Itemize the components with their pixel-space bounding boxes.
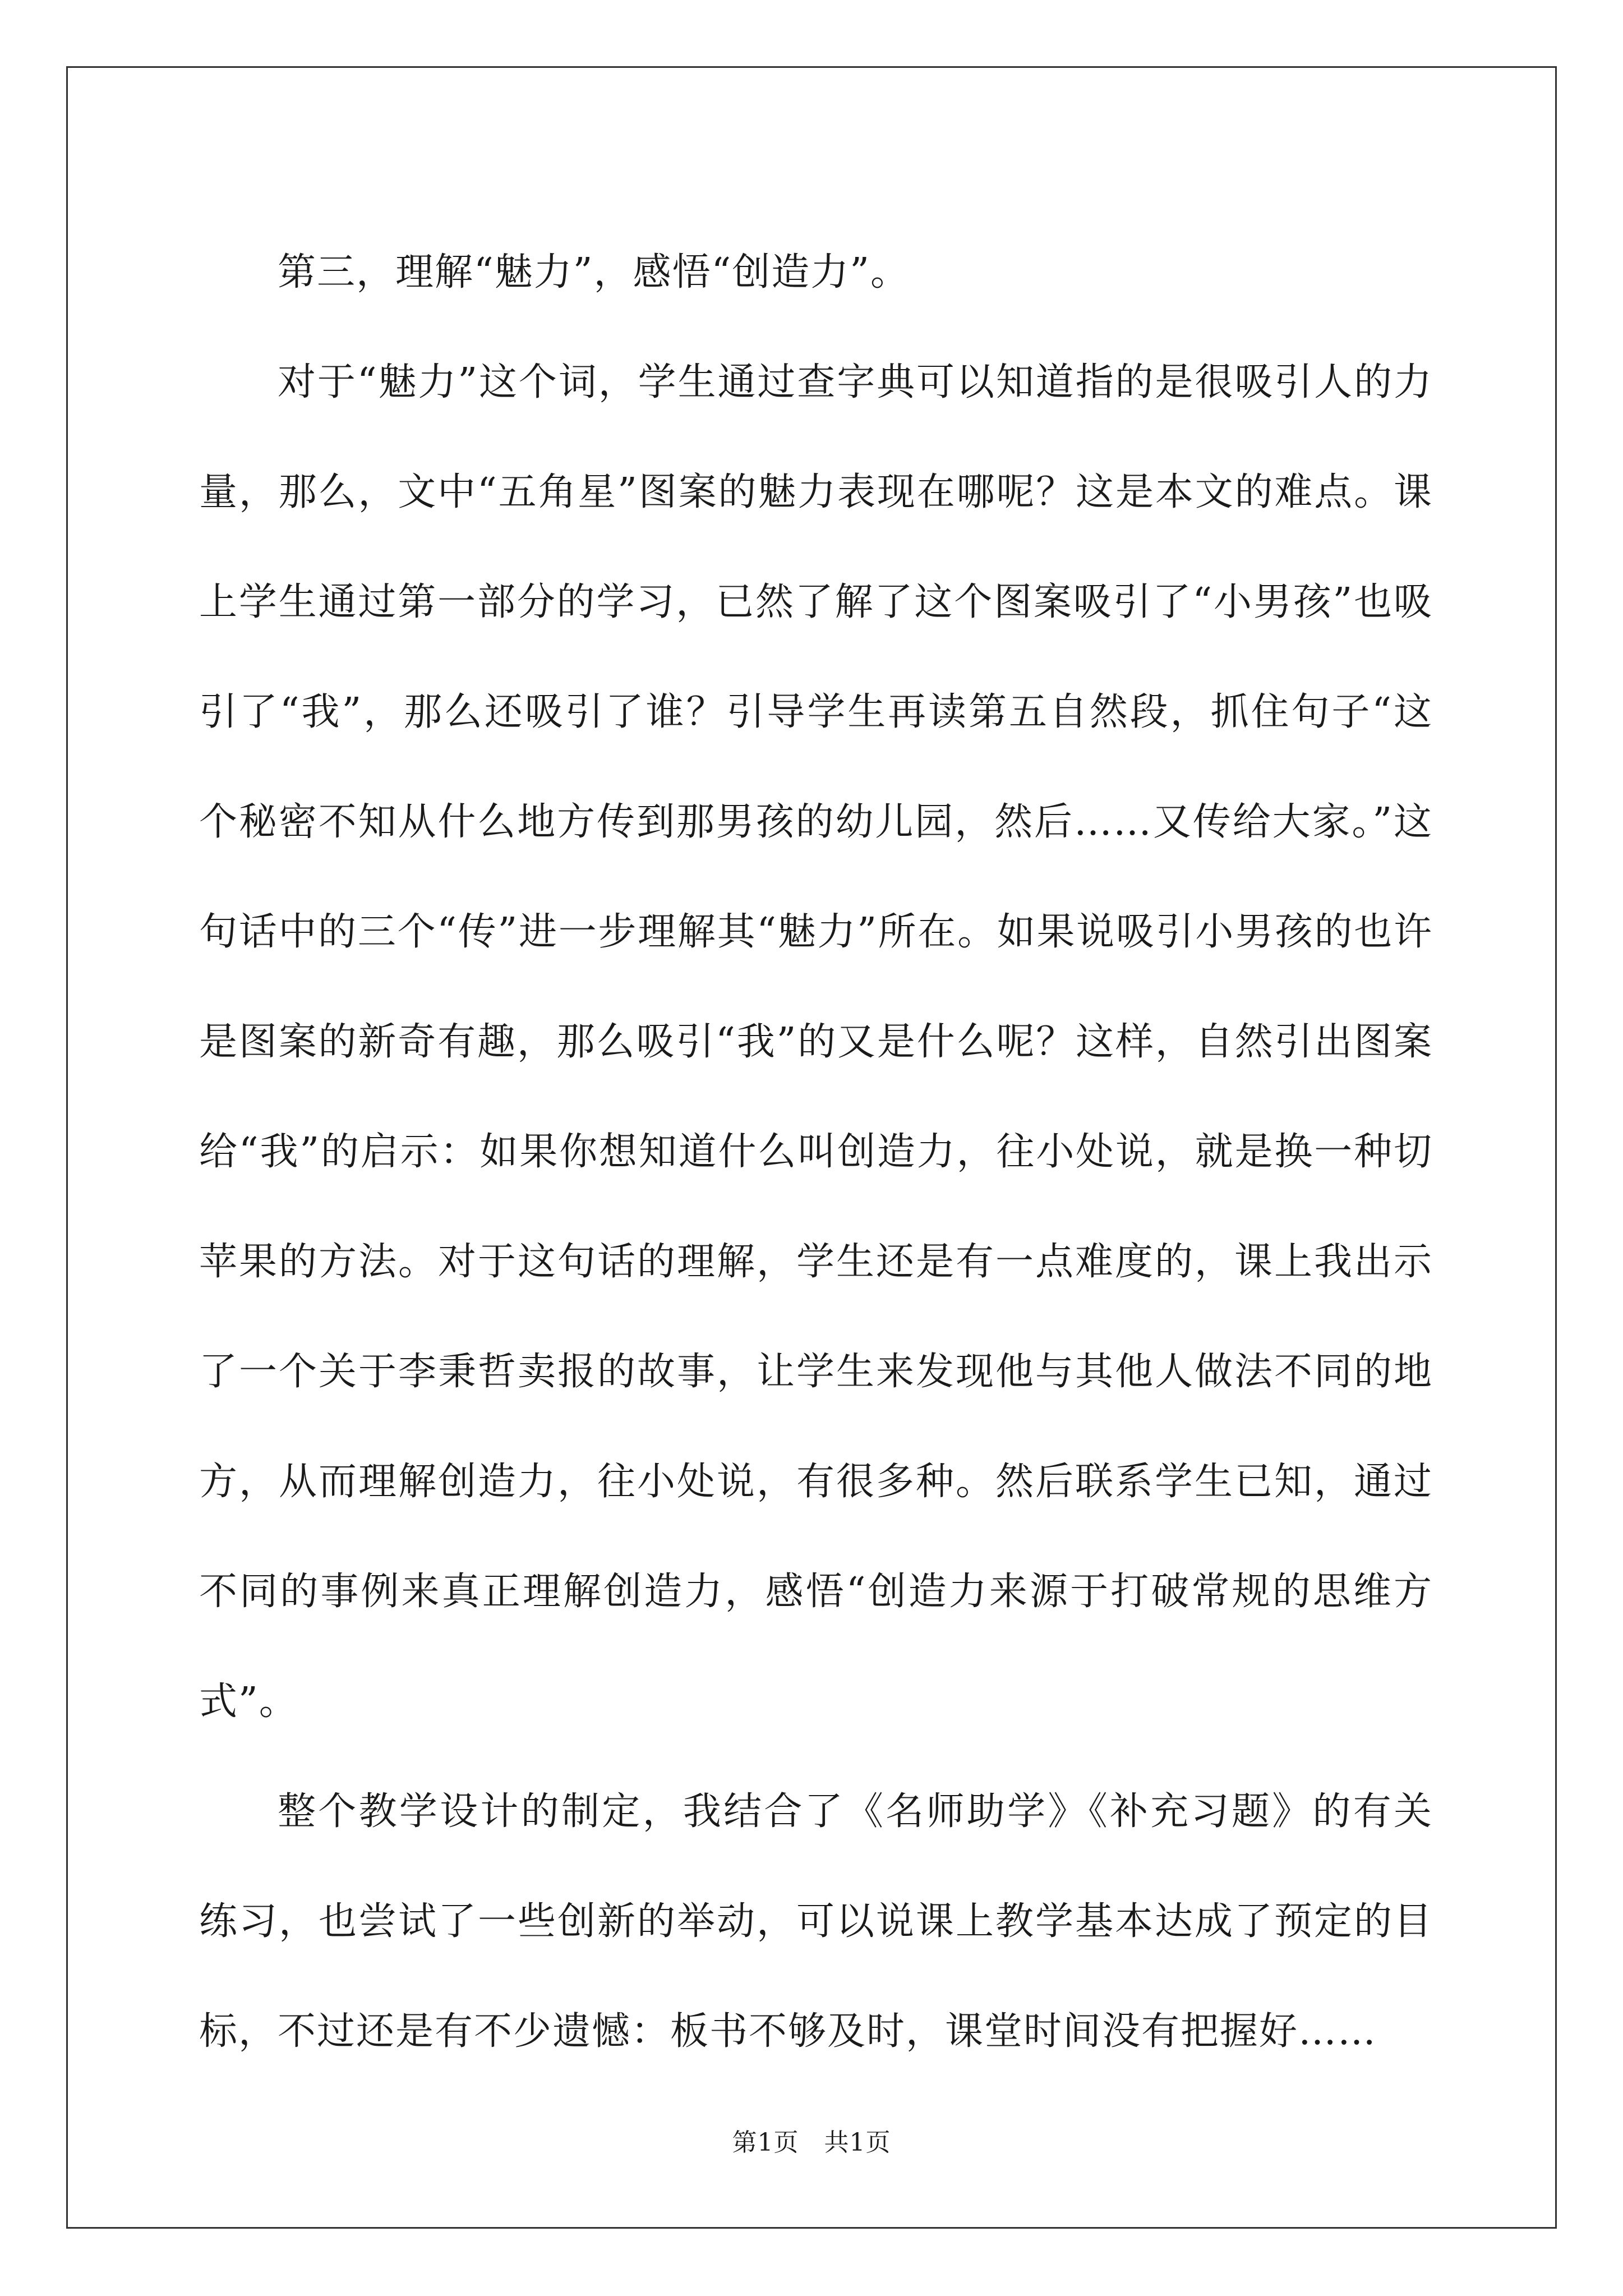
paragraph-charm-analysis: 对于“魅力”这个词，学生通过查字典可以知道指的是很吸引人的力量，那么，文中“五角星”图案的魅力表现在哪呢？这是本文的难点。课上学生通过第一部分的学习，已然了解了这个图案吸引了“小男孩”也吸引了“我”，那么还吸引了谁？引导学生再读第五自然段，抓住句子“这个秘密不知从什么地方传到那男孩的幼儿园，然后……又传给大家。”这句话中的三个“传”进一步理解其“魅力”所在。如果说吸引小男孩的也许是图案的新奇有趣，那么吸引“我”的又是什么呢？这样，自然引出图案给“我”的启示：如果你想知道什么叫创造力，往小处说，就是换一种切苹果的方法。对于这句话的理解，学生还是有一点难度的，课上我出示了一个关于李秉哲卖报的故事，让学生来发现他与其他人做法不同的地方，从而理解创造力，往小处说，有很多种。然后联系学生已知，通过不同的事例来真正理解创造力，感悟“创造力来源于打破常规的思维方式”。 bbox=[199, 360, 1433, 1724]
paragraph-heading-third: 第三，理解“魅力”，感悟“创造力”。 bbox=[278, 250, 910, 295]
page-number: 第1页 共1页 bbox=[732, 2128, 891, 2157]
document-body bbox=[199, 218, 1433, 2087]
paragraph-design-reflection: 整个教学设计的制定，我结合了《名师助学》《补充习题》的有关练习，也尝试了一些创新的举动，可以说课上教学基本达成了预定的目标，不过还是有不少遗憾：板书不够及时，课堂时间没有把握好…… bbox=[199, 1789, 1433, 2054]
